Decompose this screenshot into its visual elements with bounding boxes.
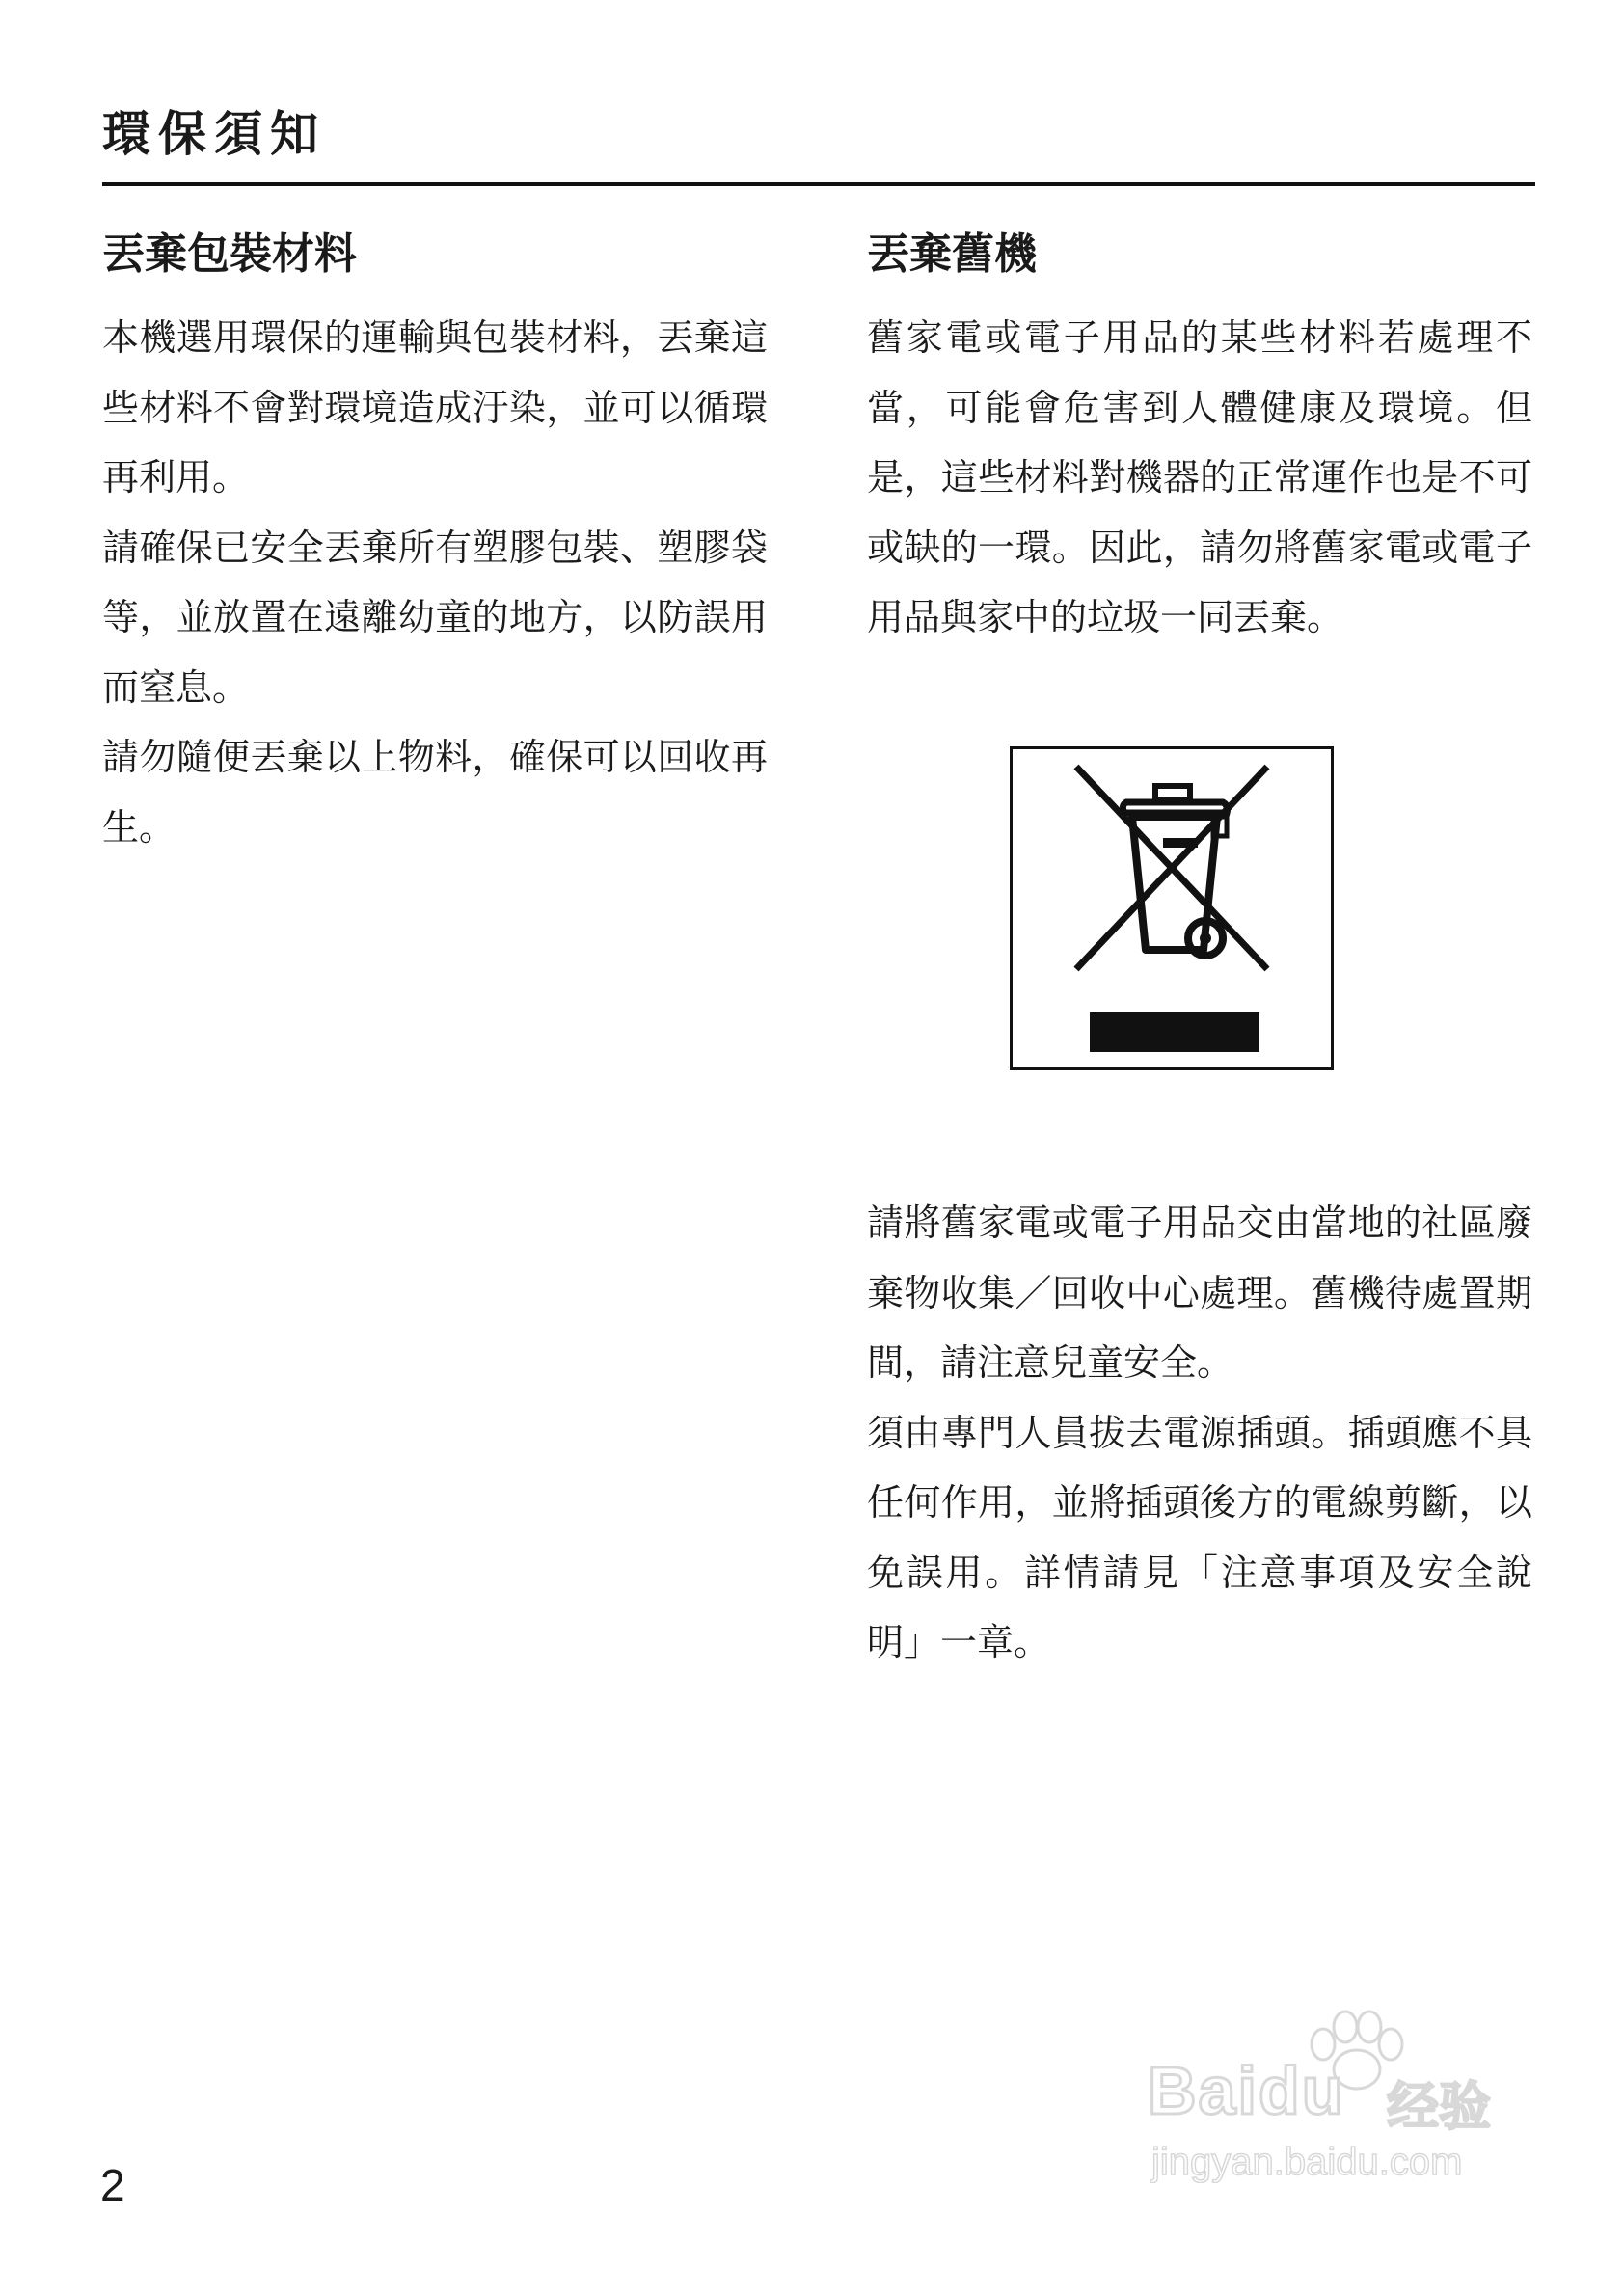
section-heading-old-appliance: 丟棄舊機 <box>867 230 1037 279</box>
watermark-url: jingyan.baidu.com <box>1151 2141 1463 2183</box>
right-column <box>867 224 1532 653</box>
title-divider <box>102 182 1535 186</box>
page-number: 2 <box>100 2160 125 2210</box>
page-title: 環保須知 <box>102 106 326 162</box>
crossed-out-wheelie-bin-icon <box>1010 746 1334 1070</box>
section-heading-packaging: 丟棄包裝材料 <box>102 230 357 279</box>
paragraph: 請將舊家電或電子用品交由當地的社區廢棄物收集／回收中心處理。舊機待處置期間，請注意兒童安全。 <box>867 1202 1532 1384</box>
paragraph: 舊家電或電子用品的某些材料若處理不當，可能會危害到人體健康及環境。但是，這些材料對機器的正常運作也是不可或缺的一環。因此，請勿將舊家電或電子用品與家中的垃圾一同丟棄。 <box>867 316 1532 638</box>
paragraph: 須由專門人員拔去電源插頭。插頭應不具任何作用，並將插頭後方的電線剪斷，以免誤用。詳情請見「注意事項及安全說明」一章。 <box>867 1411 1532 1663</box>
left-column <box>102 224 768 862</box>
paragraph: 本機選用環保的運輸與包裝材料，丟棄這些材料不會對環境造成汙染，並可以循環再利用。 <box>102 316 768 499</box>
watermark-brand: Baidu <box>1148 2053 1345 2128</box>
paragraph: 請勿隨便丟棄以上物料，確保可以回收再生。 <box>102 736 768 849</box>
watermark-brand-cn: 经验 <box>1387 2076 1491 2137</box>
paragraph: 請確保已安全丟棄所有塑膠包裝、塑膠袋等，並放置在遠離幼童的地方，以防誤用而窒息。 <box>102 526 768 709</box>
baidu-watermark <box>1148 2044 1543 2208</box>
right-column-lower <box>867 1188 1532 1678</box>
